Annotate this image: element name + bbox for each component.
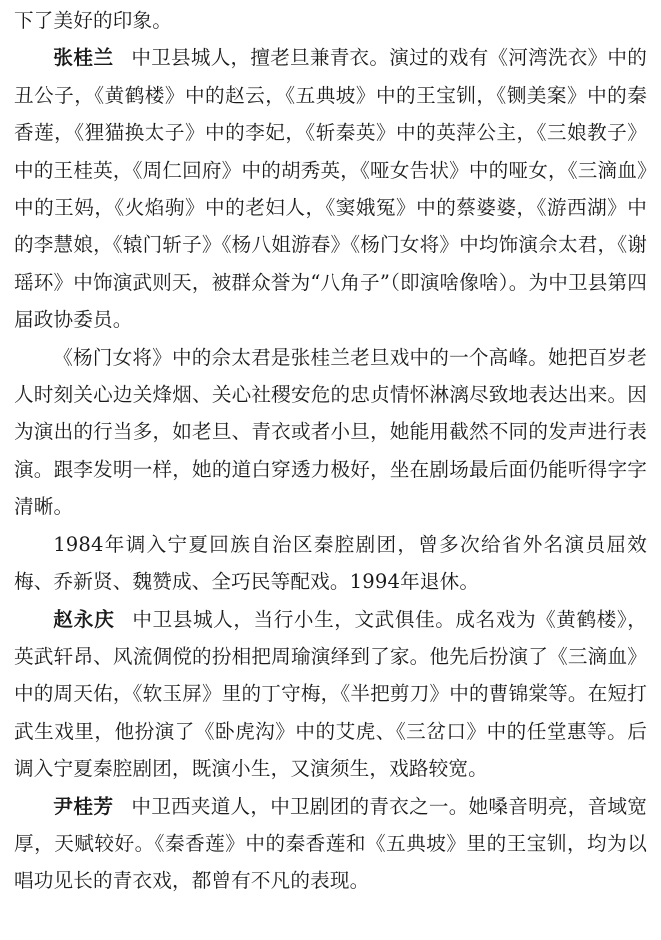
person-name: 尹桂芳 <box>53 794 114 818</box>
paragraph-continuation <box>14 2 647 39</box>
paragraph-text: 《杨门女将》中的佘太君是张桂兰老旦戏中的一个高峰。她把百岁老人时刻关心边关烽烟、关心社稷安危的忠贞情怀淋漓尽致地表达出来。因为演出的行当多，如老旦、青衣或者小旦，她能用截然不同的发声进行表演。跟李发明一样，她的道白穿透力极好，坐在剧场最后面仍能听得字字清晰。 <box>14 345 647 519</box>
paragraph-text: 中卫县城人，擅老旦兼青衣。演过的戏有《河湾洗衣》中的丑公子，《黄鹤楼》中的赵云，《五典坡》中的王宝钏，《铡美案》中的秦香莲，《狸猫换太子》中的李妃，《斩秦英》中的英萍公主，《三娘教子》中的王桂英，《周仁回府》中的胡秀英，《哑女告状》中的哑女，《三滴血》中的王妈，《火焰驹》中的老妇人，《窦娥冤》中的蔡婆婆，《游西湖》中的李慧娘，《辕门斩子》《杨八姐游春》《杨门女将》中均饰演佘太君，《谢瑶环》中饰演武则天，被群众誉为“八角子”（即演啥像啥）。为中卫县第四届政协委员。 <box>14 46 647 332</box>
paragraph-text: 1984年调入宁夏回族自治区秦腔剧团，曾多次给省外名演员屈效梅、乔新贤、魏赞成、全巧民等配戏。1994年退休。 <box>14 532 647 594</box>
paragraph-text: 中卫西夹道人，中卫剧团的青衣之一。她嗓音明亮，音域宽厚，天赋较好。《秦香莲》中的秦香莲和《五典坡》里的王宝钏，均为以唱功见长的青衣戏，都曾有不凡的表现。 <box>14 794 647 893</box>
paragraph-zhang-guilan <box>14 39 647 338</box>
paragraph-text: 中卫县城人，当行小生，文武俱佳。成名戏为《黄鹤楼》，英武轩昂、风流倜傥的扮相把周瑜演绎到了家。他先后扮演了《三滴血》中的周天佑，《软玉屏》里的丁守梅，《半把剪刀》中的曹锦棠等。在短打武生戏里，他扮演了《卧虎沟》中的艾虎、《三岔口》中的任堂惠等。后调入宁夏秦腔剧团，既演小生，又演须生，戏路较宽。 <box>14 607 647 781</box>
paragraph-she-taijun <box>14 339 647 526</box>
person-name: 张桂兰 <box>53 46 114 70</box>
person-name: 赵永庆 <box>53 607 115 631</box>
paragraph-yin-guifang <box>14 788 647 900</box>
paragraph-1984 <box>14 526 647 601</box>
paragraph-zhao-yongqing <box>14 601 647 788</box>
paragraph-text: 下了美好的印象。 <box>14 9 172 32</box>
